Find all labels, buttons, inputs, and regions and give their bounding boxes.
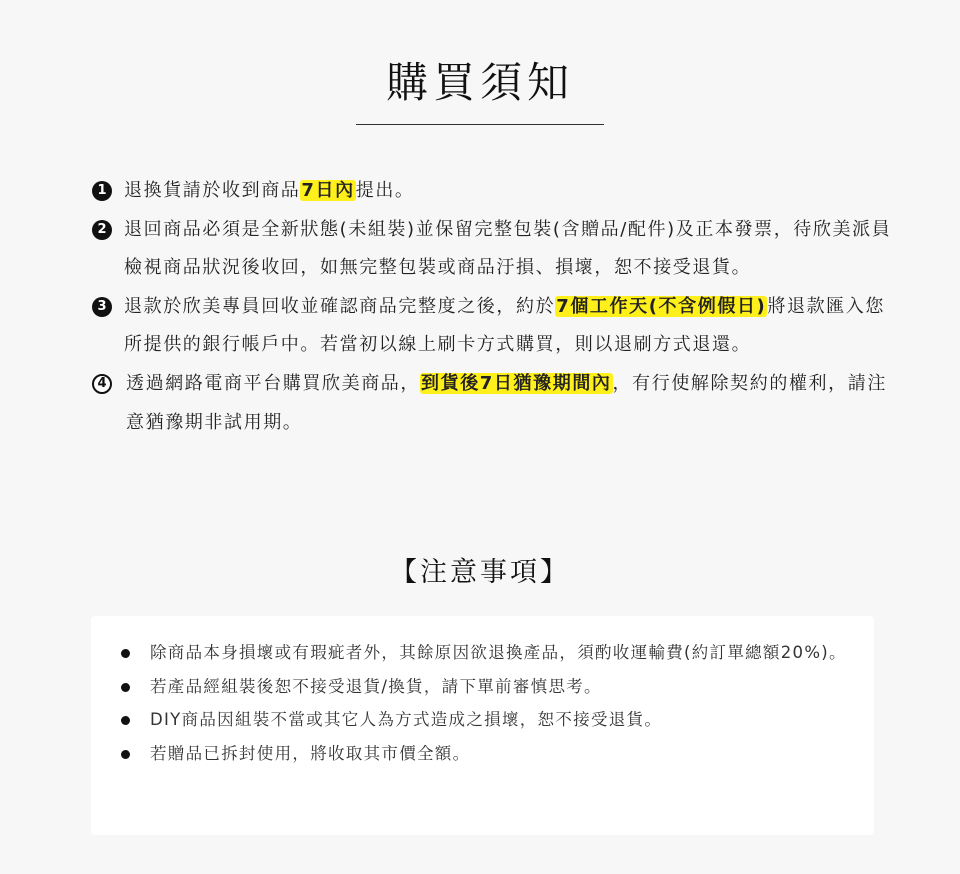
rule-text-3 bbox=[124, 288, 892, 365]
rule-4-text-b: ，有行使解除契約的權利，請注意猶豫期非試用期。 bbox=[126, 372, 887, 433]
number-2-icon: 2 bbox=[92, 220, 112, 240]
page-title: 購買須知 bbox=[385, 58, 574, 107]
notes-list bbox=[121, 636, 851, 770]
number-4-icon: 4 bbox=[92, 374, 112, 394]
rule-1-text-a: 退換貨請於收到商品 bbox=[124, 180, 301, 201]
rule-text-4 bbox=[126, 365, 892, 442]
rule-item-2 bbox=[92, 211, 892, 288]
rules-list bbox=[92, 172, 892, 442]
rule-4-highlight: 到貨後7日猶豫期間內 bbox=[421, 372, 612, 394]
bullet-icon bbox=[121, 716, 130, 725]
rule-text-1 bbox=[124, 172, 892, 211]
note-text: 除商品本身損壞或有瑕疵者外，其餘原因欲退換產品，須酌收運輸費(約訂單總額20%)。 bbox=[150, 643, 847, 662]
rule-3-highlight: 7個工作天(不含例假日) bbox=[556, 295, 767, 317]
notice-heading: 【注意事項】 bbox=[390, 557, 570, 588]
notice-card bbox=[91, 616, 874, 835]
rule-1-text-b: 提出。 bbox=[355, 180, 415, 201]
number-3-icon: 3 bbox=[92, 297, 112, 317]
note-item bbox=[121, 636, 851, 670]
note-item bbox=[121, 703, 851, 737]
rule-3-text-a: 退款於欣美專員回收並確認商品完整度之後，約於 bbox=[124, 295, 556, 317]
note-text: 若產品經組裝後恕不接受退貨/換貨，請下單前審慎思考。 bbox=[150, 676, 602, 696]
rule-1-highlight: 7日內 bbox=[301, 180, 355, 201]
bullet-icon bbox=[121, 683, 130, 692]
note-text: 若贈品已拆封使用，將收取其市價全額。 bbox=[150, 743, 471, 763]
bullet-icon bbox=[121, 750, 130, 759]
number-1-icon: 1 bbox=[92, 181, 112, 201]
rule-item-3 bbox=[92, 288, 892, 365]
rule-text-2: 退回商品必須是全新狀態(未組裝)並保留完整包裝(含贈品/配件)及正本發票，待欣美派員檢視商品狀況後收回，如無完整包裝或商品汙損、損壞，恕不接受退貨。 bbox=[124, 218, 892, 279]
bullet-icon bbox=[121, 649, 130, 658]
rule-item-4 bbox=[92, 365, 892, 442]
note-item bbox=[121, 737, 851, 771]
title-divider bbox=[356, 124, 604, 125]
rule-3-text-b: 將退款匯入您所提供的銀行帳戶中。若當初以線上刷卡方式購買，則以退刷方式退還。 bbox=[124, 295, 885, 356]
note-item bbox=[121, 670, 851, 704]
rule-item-1 bbox=[92, 172, 892, 211]
note-text: DIY商品因組裝不當或其它人為方式造成之損壞，恕不接受退貨。 bbox=[150, 710, 663, 729]
rule-4-text-a: 透過網路電商平台購買欣美商品， bbox=[126, 372, 420, 394]
